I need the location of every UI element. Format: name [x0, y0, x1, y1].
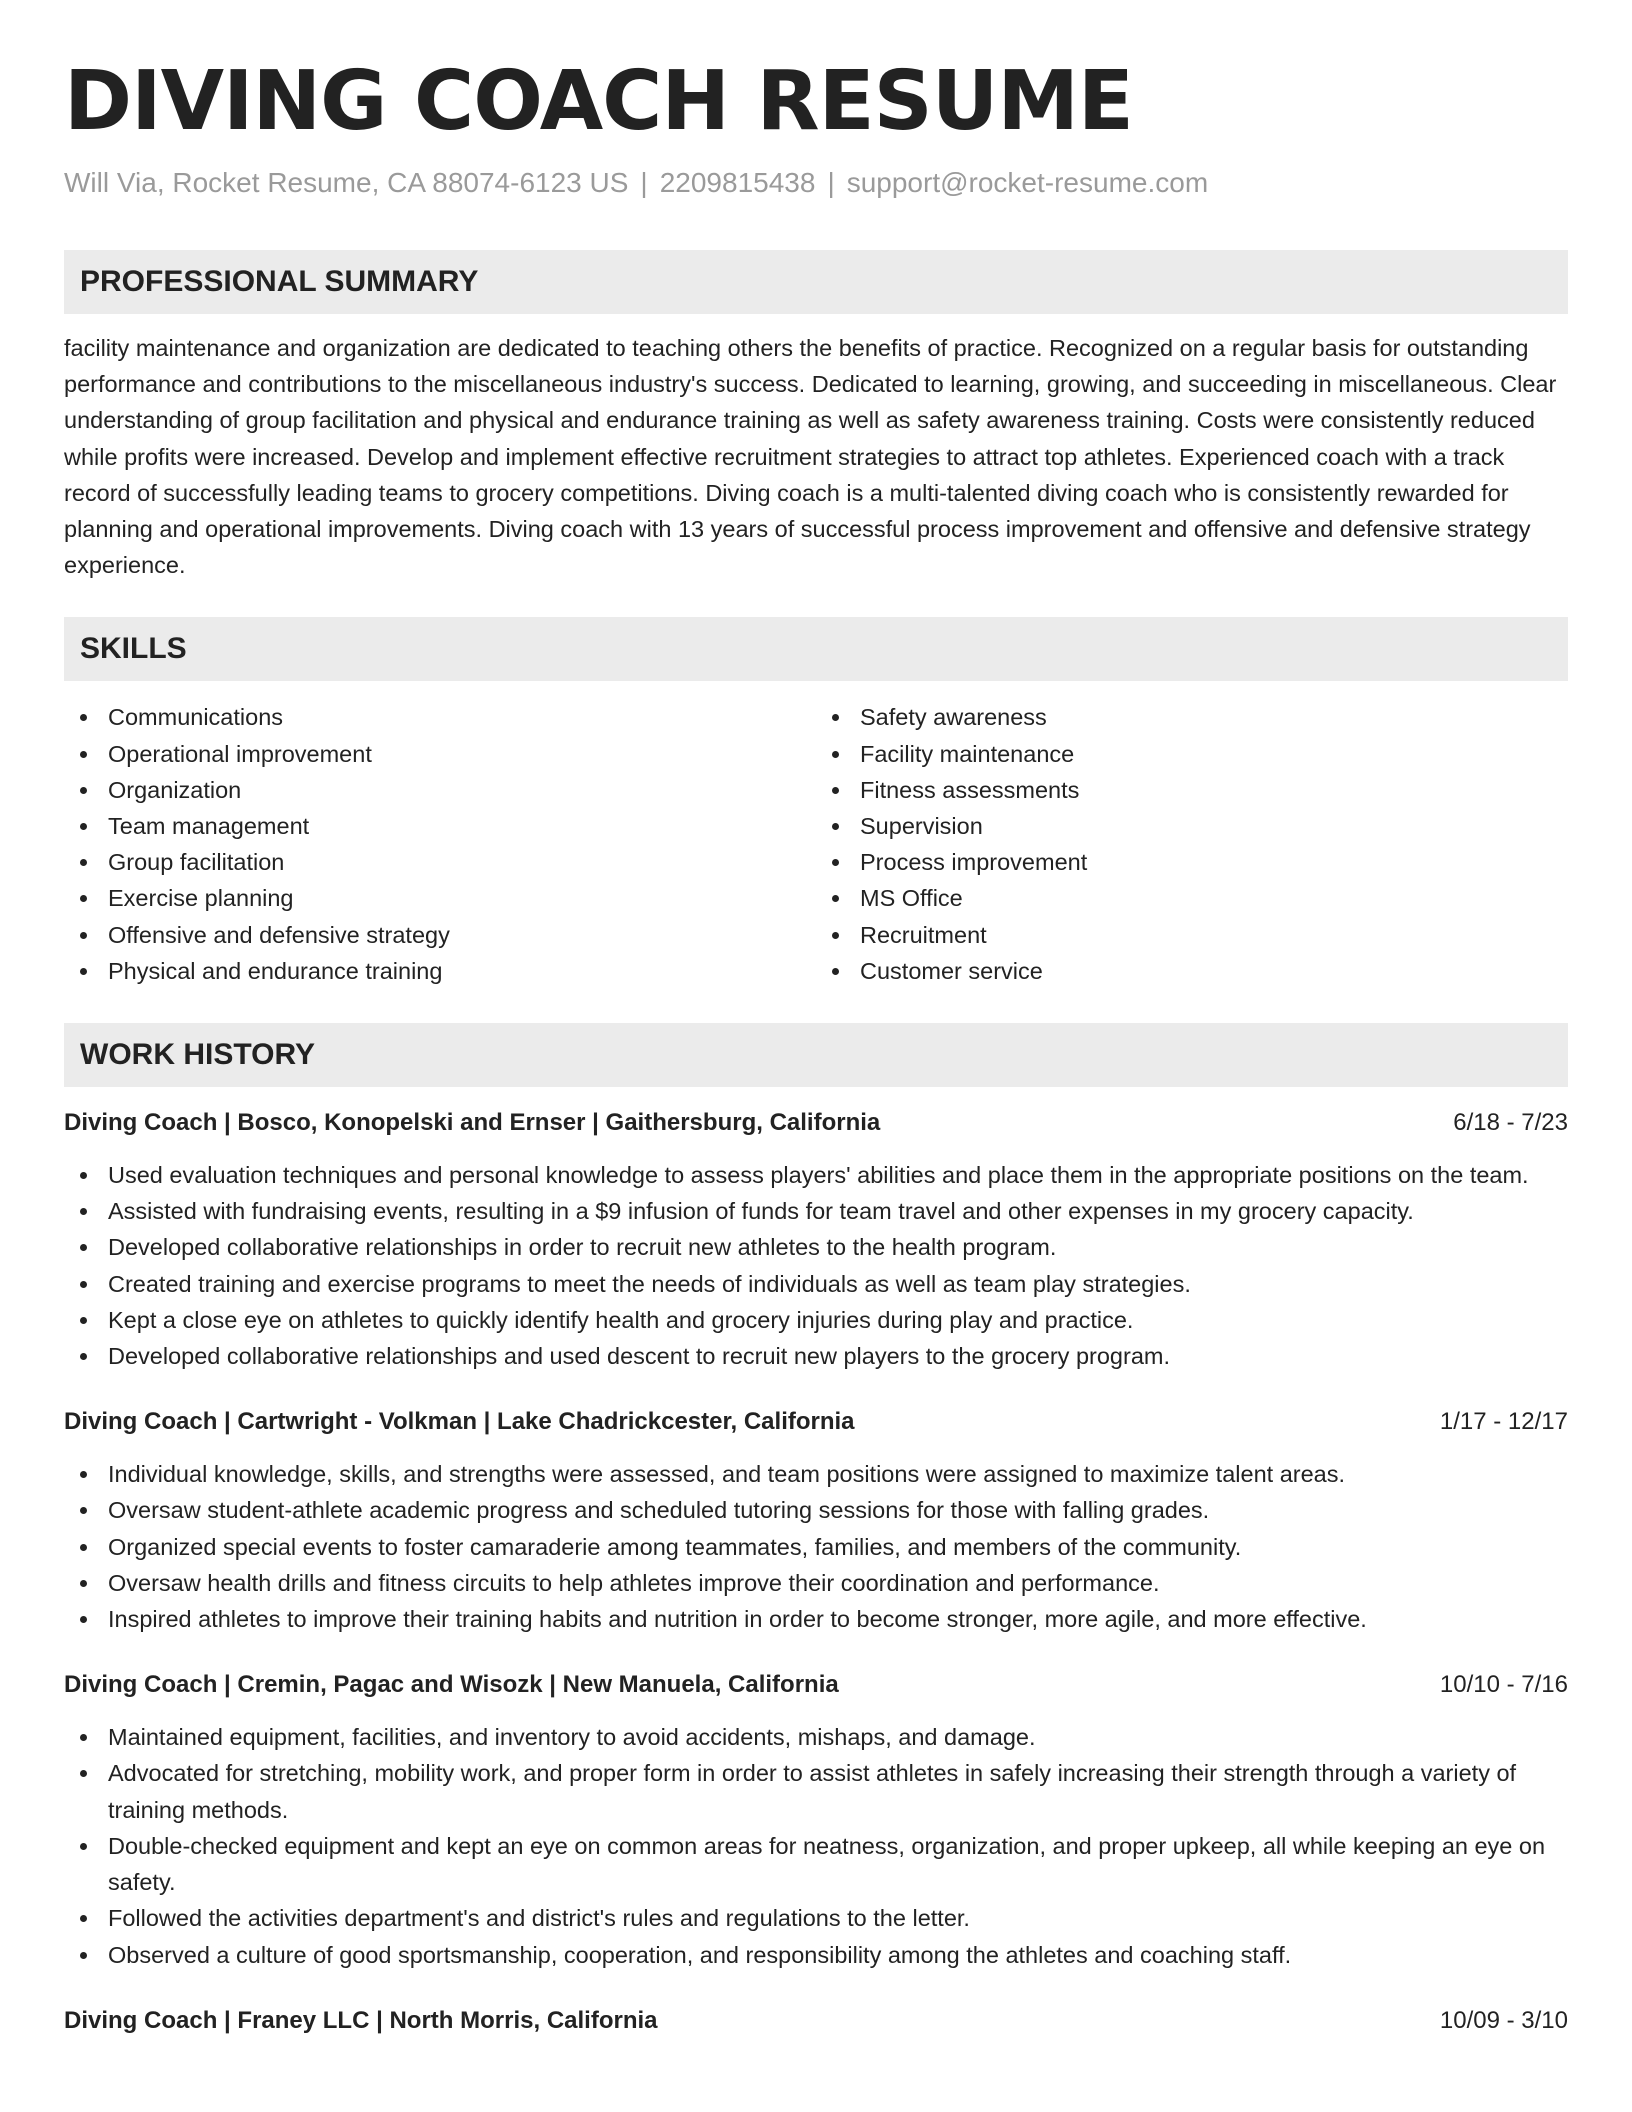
job-title: Diving Coach | Franey LLC | North Morris, California — [64, 2006, 658, 2034]
job-bullet — [64, 1755, 1568, 1827]
job-bullet-text: Created training and exercise programs to meet the needs of individuals as well as team play strategies. — [108, 1270, 1191, 1297]
job-title: Diving Coach | Bosco, Konopelski and Ernser | Gaithersburg, California — [64, 1109, 881, 1137]
skill-item-text: Physical and endurance training — [108, 957, 443, 984]
bullet-icon — [80, 1317, 87, 1324]
job-dates: 10/10 - 7/16 — [1439, 1671, 1568, 1699]
bullet-icon — [80, 823, 87, 830]
skill-item — [64, 917, 816, 953]
job-bullet — [64, 1601, 1568, 1637]
resume-title: DIVING COACH RESUME — [64, 54, 1133, 149]
job-bullet — [64, 1456, 1568, 1492]
skill-item — [64, 844, 816, 880]
job-title: Diving Coach | Cartwright - Volkman | Lake Chadrickcester, California — [64, 1408, 855, 1436]
bullet-icon — [80, 1616, 87, 1623]
job-bullet — [64, 1529, 1568, 1565]
job-bullet — [64, 1828, 1568, 1900]
bullet-icon — [80, 859, 87, 866]
skill-item — [816, 953, 1568, 989]
skills-column-right — [816, 699, 1568, 989]
contact-line — [64, 166, 1568, 200]
skill-item-text: Group facilitation — [108, 849, 285, 876]
work-history-list — [64, 1105, 1568, 2039]
job-bullet-text: Observed a culture of good sportsmanship, cooperation, and responsibility among the athletes and coaching staff. — [108, 1941, 1292, 1968]
contact-email: support@rocket-resume.com — [846, 167, 1209, 198]
bullet-icon — [80, 1471, 87, 1478]
bullet-icon — [80, 1281, 87, 1288]
skill-item — [816, 808, 1568, 844]
skill-item-text: Exercise planning — [108, 885, 294, 912]
bullet-icon — [80, 1172, 87, 1179]
job-bullet-text: Organized special events to foster camaraderie among teammates, families, and members of the community. — [108, 1533, 1242, 1560]
bullet-icon — [832, 932, 839, 939]
skill-item — [64, 808, 816, 844]
skill-item — [64, 699, 816, 735]
skill-item — [64, 880, 816, 916]
job-bullet — [64, 1719, 1568, 1755]
skill-item-text: Process improvement — [860, 849, 1088, 876]
job-header — [64, 1404, 1568, 1440]
skill-item-text: Recruitment — [860, 921, 987, 948]
section-heading-skills: SKILLS — [64, 617, 1568, 681]
job-header — [64, 1105, 1568, 1141]
job-dates: 10/09 - 3/10 — [1439, 2006, 1568, 2034]
skill-item — [816, 844, 1568, 880]
bullet-icon — [80, 1208, 87, 1215]
bullet-icon — [80, 1734, 87, 1741]
job-header — [64, 2003, 1568, 2039]
bullet-icon — [832, 823, 839, 830]
skill-item-text: Customer service — [860, 957, 1043, 984]
skill-item-text: Offensive and defensive strategy — [108, 921, 450, 948]
skills-column-left — [64, 699, 816, 989]
skill-item — [816, 772, 1568, 808]
bullet-icon — [832, 714, 839, 721]
contact-address: Will Via, Rocket Resume, CA 88074-6123 US — [64, 167, 629, 198]
section-heading-summary: PROFESSIONAL SUMMARY — [64, 250, 1568, 314]
bullet-icon — [80, 1770, 87, 1777]
bullet-icon — [80, 1915, 87, 1922]
job-bullet-text: Inspired athletes to improve their training habits and nutrition in order to become stronger, more agile, and more effective. — [108, 1606, 1367, 1633]
job-bullet — [64, 1229, 1568, 1265]
job-bullets — [64, 1157, 1568, 1374]
skill-item — [816, 699, 1568, 735]
job-dates: 1/17 - 12/17 — [1439, 1408, 1568, 1436]
skills-list — [64, 699, 1568, 989]
skill-item — [816, 736, 1568, 772]
job-bullet-text: Kept a close eye on athletes to quickly identify health and grocery injuries during play and practice. — [108, 1306, 1134, 1333]
job-bullet-text: Followed the activities department's and district's rules and regulations to the letter. — [108, 1905, 970, 1932]
job-dates: 6/18 - 7/23 — [1453, 1109, 1568, 1137]
bullet-icon — [832, 895, 839, 902]
bullet-icon — [832, 968, 839, 975]
bullet-icon — [80, 1507, 87, 1514]
bullet-icon — [80, 1952, 87, 1959]
bullet-icon — [80, 787, 87, 794]
job-bullet-text: Oversaw health drills and fitness circuits to help athletes improve their coordination and performance. — [108, 1569, 1160, 1596]
bullet-icon — [80, 751, 87, 758]
skill-item-text: Organization — [108, 776, 242, 803]
job-bullet — [64, 1492, 1568, 1528]
skill-item — [816, 917, 1568, 953]
job-entry — [64, 1404, 1568, 1637]
skill-item-text: Supervision — [860, 813, 983, 840]
job-bullet-text: Used evaluation techniques and personal knowledge to assess players' abilities and place them in the appropriate positions on the team. — [108, 1162, 1529, 1189]
skill-item-text: Safety awareness — [860, 704, 1047, 731]
job-entry — [64, 2003, 1568, 2039]
bullet-icon — [80, 1244, 87, 1251]
job-bullet-text: Double-checked equipment and kept an eye on common areas for neatness, organization, and proper upkeep, all while keeping an eye on safety. — [108, 1832, 1546, 1896]
skill-item-text: Communications — [108, 704, 284, 731]
skill-item — [64, 736, 816, 772]
bullet-icon — [80, 1353, 87, 1360]
job-bullet-text: Oversaw student-athlete academic progress and scheduled tutoring sessions for those with falling grades. — [108, 1497, 1210, 1524]
job-title: Diving Coach | Cremin, Pagac and Wisozk | New Manuela, California — [64, 1671, 839, 1699]
bullet-icon — [80, 968, 87, 975]
bullet-icon — [832, 787, 839, 794]
skill-item-text: Team management — [108, 813, 310, 840]
job-bullet-text: Developed collaborative relationships in order to recruit new athletes to the health program. — [108, 1234, 1057, 1261]
bullet-icon — [80, 1544, 87, 1551]
job-bullet-text: Developed collaborative relationships and used descent to recruit new players to the grocery program. — [108, 1343, 1170, 1370]
section-heading-work: WORK HISTORY — [64, 1023, 1568, 1087]
job-bullet — [64, 1302, 1568, 1338]
job-bullet-text: Individual knowledge, skills, and strengths were assessed, and team positions were assigned to maximize talent areas. — [108, 1461, 1346, 1488]
bullet-icon — [80, 714, 87, 721]
skill-item-text: Facility maintenance — [860, 740, 1075, 767]
job-bullet — [64, 1565, 1568, 1601]
job-bullet — [64, 1900, 1568, 1936]
job-entry — [64, 1105, 1568, 1374]
contact-phone: 2209815438 — [659, 167, 816, 198]
job-bullets — [64, 1719, 1568, 1972]
bullet-icon — [80, 1843, 87, 1850]
job-bullet-text: Assisted with fundraising events, resulting in a $9 infusion of funds for team travel and other expenses in my grocery capacity. — [108, 1198, 1414, 1225]
job-bullet — [64, 1266, 1568, 1302]
job-bullet — [64, 1193, 1568, 1229]
bullet-icon — [80, 1580, 87, 1587]
summary-text: facility maintenance and organization are dedicated to teaching others the benefits of practice. Recognized on a regular basis for outstanding performance and contributions to the miscellaneous industry's success. Dedicated to learning, growing, and succeeding in miscellaneous. Clear understanding of group facilitation and physical and endurance training as well as safety awareness training. Costs were consistently reduced while profits were increased. Develop and implement effective recruitment strategies to attract top athletes. Experienced coach with a track record of successfully leading teams to grocery competitions. Diving coach is a multi-talented diving coach who is consistently rewarded for planning and operational improvements. Diving coach with 13 years of successful process improvement and offensive and defensive strategy experience. — [64, 335, 1557, 579]
contact-separator: | — [827, 167, 835, 198]
skill-item — [64, 772, 816, 808]
bullet-icon — [832, 751, 839, 758]
skill-item-text: Operational improvement — [108, 740, 372, 767]
bullet-icon — [80, 932, 87, 939]
bullet-icon — [80, 895, 87, 902]
job-entry — [64, 1667, 1568, 1972]
job-bullets — [64, 1456, 1568, 1637]
job-bullet-text: Maintained equipment, facilities, and inventory to avoid accidents, mishaps, and damage. — [108, 1724, 1036, 1751]
job-bullet-text: Advocated for stretching, mobility work, and proper form in order to assist athletes in safely increasing their strength through a variety of training methods. — [108, 1760, 1517, 1823]
skill-item — [816, 880, 1568, 916]
job-bullet — [64, 1157, 1568, 1193]
job-bullet — [64, 1937, 1568, 1973]
skill-item-text: MS Office — [860, 885, 963, 912]
skill-item — [64, 953, 816, 989]
contact-separator: | — [640, 167, 648, 198]
job-header — [64, 1667, 1568, 1703]
bullet-icon — [832, 859, 839, 866]
skill-item-text: Fitness assessments — [860, 776, 1080, 803]
job-bullet — [64, 1338, 1568, 1374]
